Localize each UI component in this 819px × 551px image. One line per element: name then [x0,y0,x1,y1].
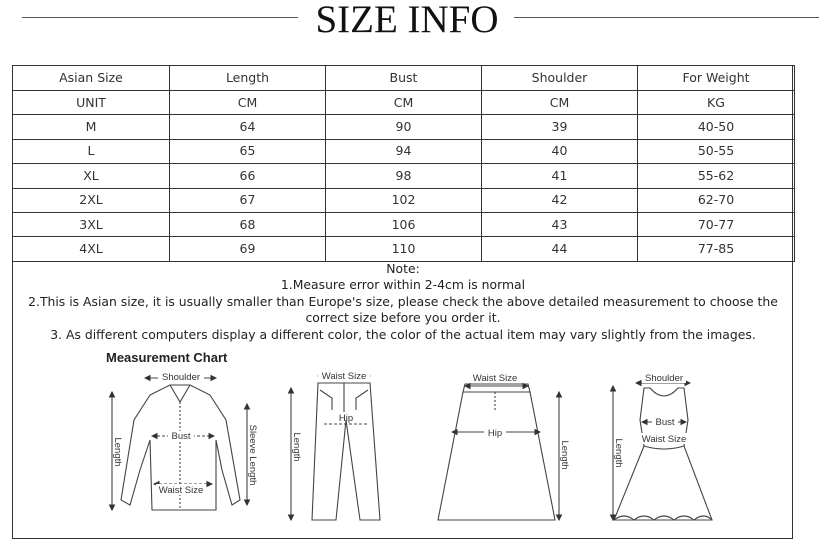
table-cell: 41 [482,164,638,188]
table-cell: 77-85 [638,237,795,261]
table-cell: 106 [326,212,482,236]
table-cell: L [13,139,170,163]
table-cell: 40 [482,139,638,163]
dress-bust-label: Bust [655,417,675,428]
table-cell: 102 [326,188,482,212]
note-line-1: 1.Measure error within 2-4cm is normal [280,277,526,293]
skirt-length-label: Length [559,440,570,470]
table-cell: 40-50 [638,115,795,139]
table-cell: 62-70 [638,188,795,212]
skirt-sketch [438,384,559,520]
pants-waist-label: Waist Size [321,371,367,382]
table-cell: M [13,115,170,139]
table-cell: 68 [170,212,326,236]
dress-waist-label: Waist Size [641,434,687,445]
dress-sketch [613,383,712,520]
header-cell: Asian Size [13,66,170,91]
table-cell: 69 [170,237,326,261]
table-cell: 65 [170,139,326,163]
table-cell: 4XL [13,237,170,261]
table-cell: 67 [170,188,326,212]
measurement-chart-title: Measurement Chart [106,350,228,365]
table-cell: CM [326,91,482,115]
table-cell: 55-62 [638,164,795,188]
table-cell: 94 [326,139,482,163]
table-cell: 43 [482,212,638,236]
header-cell: Length [170,66,326,91]
table-cell: 90 [326,115,482,139]
table-cell: 2XL [13,188,170,212]
page-title: SIZE INFO [315,0,499,41]
dress-length-label: Length [613,438,624,468]
pants-length-label: Length [291,432,302,462]
table-cell: 44 [482,237,638,261]
table-cell: 3XL [13,212,170,236]
table-cell: XL [13,164,170,188]
header-cell: Bust [326,66,482,91]
pants-hip-label: Hip [338,413,354,424]
shirt-sleeve-label: Sleeve Length [247,424,258,486]
shirt-shoulder-label: Shoulder [161,372,201,383]
table-cell: 70-77 [638,212,795,236]
table-cell: 64 [170,115,326,139]
shirt-bust-label: Bust [171,431,191,442]
table-cell: 42 [482,188,638,212]
table-cell: 66 [170,164,326,188]
table-cell: CM [170,91,326,115]
table-cell: KG [638,91,795,115]
table-cell: 98 [326,164,482,188]
note-line-2: 2.This is Asian size, it is usually smaller than Europe's size, please check the above detailed measurement to choose the correct size before you order it. [28,293,778,326]
table-cell: 39 [482,115,638,139]
table-cell: UNIT [13,91,170,115]
header-cell: Shoulder [482,66,638,91]
note-line-3: 3. As different computers display a different color, the color of the actual item may vary slightly from the images. [50,326,756,342]
shirt-waist-label: Waist Size [158,485,204,496]
skirt-waist-label: Waist Size [472,373,518,384]
table-cell: 50-55 [638,139,795,163]
pants-sketch [291,376,380,520]
notes-heading: Note: [386,261,420,276]
table-cell: 110 [326,237,482,261]
shirt-length-label: Length [112,437,123,467]
dress-shoulder-label: Shoulder [644,373,684,384]
table-cell: CM [482,91,638,115]
skirt-hip-label: Hip [487,428,503,439]
header-cell: For Weight [638,66,795,91]
